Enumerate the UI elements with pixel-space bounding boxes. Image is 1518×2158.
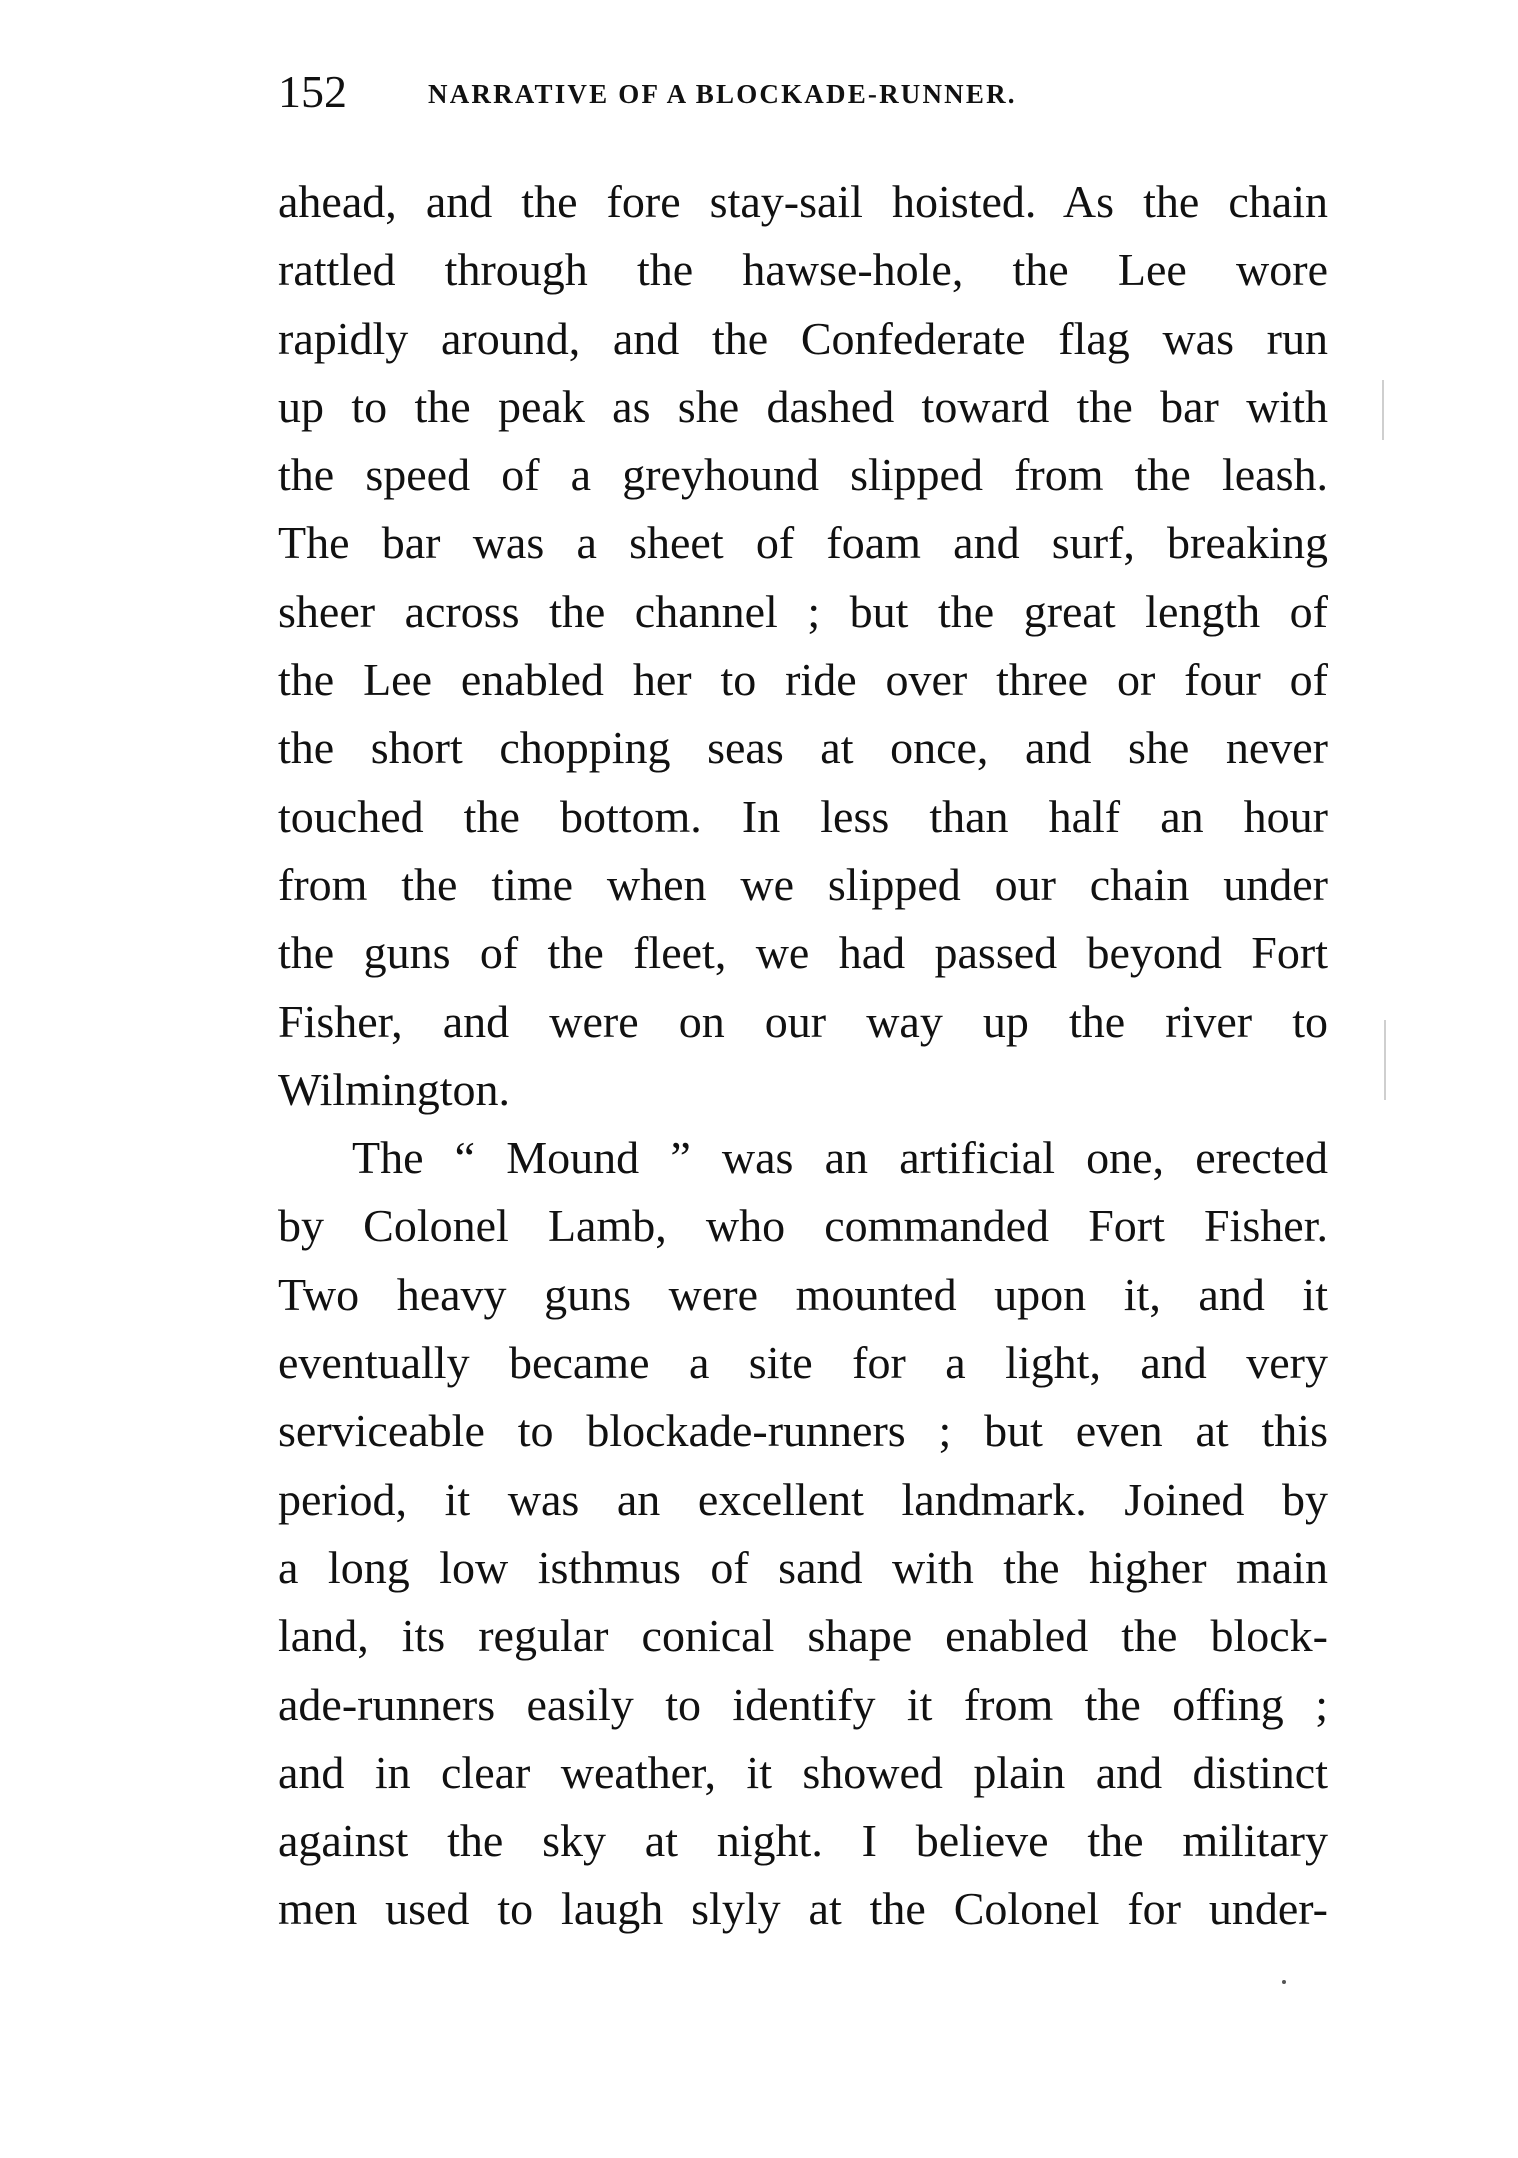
running-head xyxy=(278,62,1328,122)
text-line: against the sky at night. I believe the military xyxy=(278,1815,1328,1867)
scan-speck xyxy=(1282,1980,1286,1984)
text-line: touched the bottom. In less than half an hour xyxy=(278,790,1328,842)
page-number: 152 xyxy=(278,66,347,117)
text-line: up to the peak as she dashed toward the bar with xyxy=(278,380,1328,432)
paragraph-1 xyxy=(278,168,1328,1124)
text-line: ahead, and the fore stay-sail hoisted. As the chain xyxy=(278,176,1328,227)
scan-mark xyxy=(1382,380,1384,440)
text-line: the short chopping seas at once, and she never xyxy=(278,722,1328,774)
text-line: ade-runners easily to identify it from the offing ; xyxy=(278,1678,1328,1730)
text-line: a long low isthmus of sand with the higher main xyxy=(278,1541,1328,1593)
text-line: sheer across the channel ; but the great length of xyxy=(278,585,1328,637)
text-line: the guns of the fleet, we had passed beyond Fort xyxy=(278,927,1328,979)
text-line: serviceable to blockade-runners ; but even at this xyxy=(278,1405,1328,1457)
text-line: from the time when we slipped our chain under xyxy=(278,858,1328,910)
text-line: The bar was a sheet of foam and surf, breaking xyxy=(278,517,1328,569)
text-line: the Lee enabled her to ride over three or four of xyxy=(278,654,1328,706)
body-text xyxy=(278,168,1328,1944)
text-line: Fisher, and were on our way up the river to xyxy=(278,995,1328,1047)
text-line: the speed of a greyhound slipped from the leash. xyxy=(278,449,1328,501)
text-line: Two heavy guns were mounted upon it, and it xyxy=(278,1268,1328,1320)
text-line: rapidly around, and the Confederate flag was run xyxy=(278,312,1328,364)
text-line: rattled through the hawse-hole, the Lee wore xyxy=(278,244,1328,296)
text-line: The “ Mound ” was an artificial one, erected xyxy=(352,1132,1328,1184)
text-line: Wilmington. xyxy=(278,1063,510,1115)
text-line: land, its regular conical shape enabled the block- xyxy=(278,1610,1328,1662)
text-line: period, it was an excellent landmark. Joined by xyxy=(278,1473,1328,1525)
paragraph-2 xyxy=(278,1124,1328,1944)
text-line: men used to laugh slyly at the Colonel for under- xyxy=(278,1883,1328,1935)
text-line: and in clear weather, it showed plain and distinct xyxy=(278,1746,1328,1798)
running-title: NARRATIVE OF A BLOCKADE-RUNNER. xyxy=(428,79,1017,109)
scan-mark xyxy=(1384,1020,1386,1100)
text-line: eventually became a site for a light, and very xyxy=(278,1337,1328,1389)
text-line: by Colonel Lamb, who commanded Fort Fisher. xyxy=(278,1200,1328,1252)
